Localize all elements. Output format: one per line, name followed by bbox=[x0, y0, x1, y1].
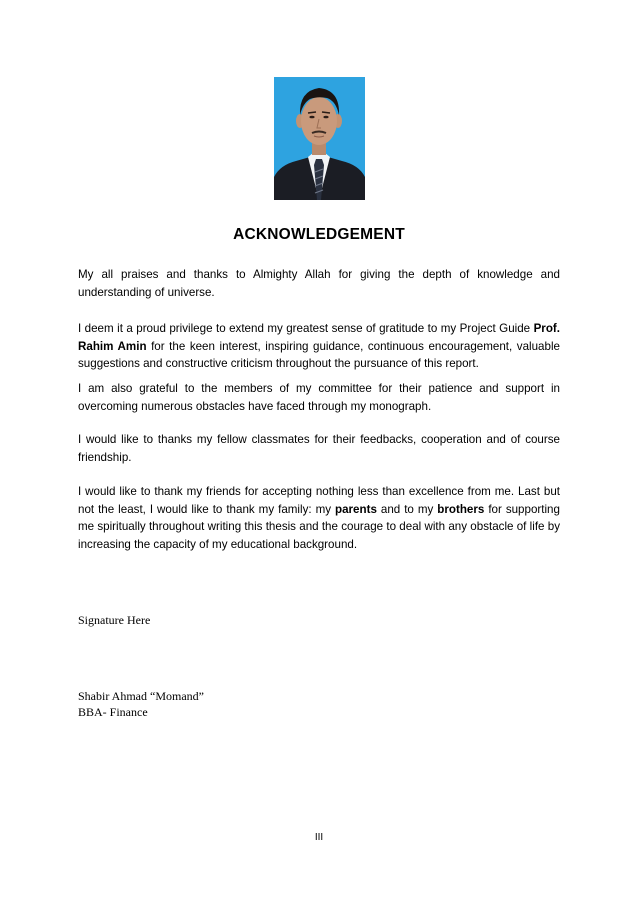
paragraph-praise bbox=[78, 266, 560, 301]
paragraph-classmates bbox=[78, 431, 560, 466]
author-program: BBA- Finance bbox=[78, 705, 148, 719]
author-photo bbox=[274, 77, 365, 200]
portrait-illustration bbox=[274, 77, 365, 200]
signature-line: Signature Here bbox=[78, 613, 151, 627]
page-number: III bbox=[314, 832, 324, 843]
paragraph-family-part-1: I would like to thank my friends for accepting nothing less than excellence from me. Last but not the least, I would like to thank my family: my bbox=[78, 485, 560, 516]
paragraph-family bbox=[78, 483, 560, 553]
paragraph-praise-text: My all praises and thanks to Almighty Allah for giving the depth of knowledge and understanding of universe. bbox=[78, 268, 560, 299]
paragraph-classmates-text: I would like to thanks my fellow classmates for their feedbacks, cooperation and of course friendship. bbox=[78, 433, 560, 464]
paragraph-family-part-2: and to my bbox=[380, 502, 434, 516]
parents-emphasis: parents bbox=[335, 502, 377, 516]
paragraph-guide-tail: for the keen interest, inspiring guidance, continuous encouragement, valuable suggestions and constructive criticism throughout the pursuance of this report. bbox=[78, 339, 560, 371]
paragraph-project-guide bbox=[78, 320, 560, 373]
paragraph-guide-lead: I deem it a proud privilege to extend my greatest sense of gratitude to my Project Guide bbox=[78, 322, 531, 335]
paragraph-family-part-3: for supporting me spiritually throughout writing this thesis and the courage to deal with any obstacle of life by increasing the capacity of my educational background. bbox=[78, 502, 560, 551]
project-guide-name: Prof. Rahim Amin bbox=[78, 322, 560, 353]
page-title: ACKNOWLEDGEMENT bbox=[233, 226, 405, 243]
brothers-emphasis: brothers bbox=[437, 502, 485, 516]
author-name: Shabir Ahmad “Momand” bbox=[78, 689, 204, 703]
paragraph-committee bbox=[78, 380, 560, 415]
paragraph-committee-text: I am also grateful to the members of my committee for their patience and support in overcoming numerous obstacles have faced through my monograph. bbox=[78, 382, 560, 413]
